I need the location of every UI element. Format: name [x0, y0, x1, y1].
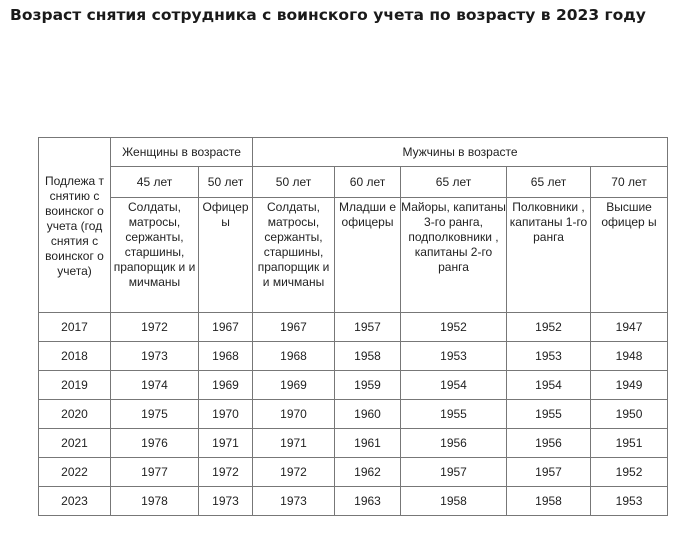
- birth-year-cell: 1957: [335, 313, 401, 342]
- table-row: [39, 400, 668, 429]
- birth-year-cell: 1970: [253, 400, 335, 429]
- birth-year-cell: 1953: [591, 487, 668, 516]
- birth-year-cell: 1968: [253, 342, 335, 371]
- page-title: Возраст снятия сотрудника с воинского учета по возрасту в 2023 году: [10, 6, 646, 24]
- birth-year-cell: 1962: [335, 458, 401, 487]
- birth-year-cell: 1950: [591, 400, 668, 429]
- age-header: 50 лет: [199, 167, 253, 198]
- birth-year-cell: 1953: [507, 342, 591, 371]
- corner-header: Подлежа т снятию с воинског о учета (год снятия с воинског о учета): [39, 138, 111, 313]
- birth-year-cell: 1951: [591, 429, 668, 458]
- year-cell: 2023: [39, 487, 111, 516]
- birth-year-cell: 1949: [591, 371, 668, 400]
- birth-year-cell: 1977: [111, 458, 199, 487]
- year-cell: 2022: [39, 458, 111, 487]
- table-row: [39, 429, 668, 458]
- birth-year-cell: 1957: [401, 458, 507, 487]
- birth-year-cell: 1952: [507, 313, 591, 342]
- category-header-row: [39, 198, 668, 313]
- birth-year-cell: 1948: [591, 342, 668, 371]
- age-header: 50 лет: [253, 167, 335, 198]
- age-table: [38, 137, 668, 516]
- age-header: 45 лет: [111, 167, 199, 198]
- age-header: 65 лет: [507, 167, 591, 198]
- category-header: Высшие офицер ы: [591, 198, 668, 313]
- birth-year-cell: 1973: [253, 487, 335, 516]
- birth-year-cell: 1958: [507, 487, 591, 516]
- birth-year-cell: 1958: [401, 487, 507, 516]
- category-header: Младши е офицеры: [335, 198, 401, 313]
- birth-year-cell: 1952: [401, 313, 507, 342]
- birth-year-cell: 1976: [111, 429, 199, 458]
- birth-year-cell: 1954: [401, 371, 507, 400]
- birth-year-cell: 1971: [253, 429, 335, 458]
- group-header-row: [39, 138, 668, 167]
- birth-year-cell: 1954: [507, 371, 591, 400]
- birth-year-cell: 1960: [335, 400, 401, 429]
- year-cell: 2020: [39, 400, 111, 429]
- age-header: 60 лет: [335, 167, 401, 198]
- birth-year-cell: 1947: [591, 313, 668, 342]
- birth-year-cell: 1971: [199, 429, 253, 458]
- birth-year-cell: 1973: [111, 342, 199, 371]
- birth-year-cell: 1955: [401, 400, 507, 429]
- year-cell: 2017: [39, 313, 111, 342]
- birth-year-cell: 1953: [401, 342, 507, 371]
- table-row: [39, 487, 668, 516]
- category-header: Офицер ы: [199, 198, 253, 313]
- category-header: Майоры, капитаны 3-го ранга, подполковники , капитаны 2-го ранга: [401, 198, 507, 313]
- year-cell: 2018: [39, 342, 111, 371]
- group-header-men: Мужчины в возрасте: [253, 138, 668, 167]
- birth-year-cell: 1978: [111, 487, 199, 516]
- table-row: [39, 313, 668, 342]
- age-header: 70 лет: [591, 167, 668, 198]
- group-header-women: Женщины в возрасте: [111, 138, 253, 167]
- birth-year-cell: 1969: [253, 371, 335, 400]
- birth-year-cell: 1967: [199, 313, 253, 342]
- birth-year-cell: 1972: [111, 313, 199, 342]
- birth-year-cell: 1956: [507, 429, 591, 458]
- category-header: Полковники , капитаны 1-го ранга: [507, 198, 591, 313]
- birth-year-cell: 1974: [111, 371, 199, 400]
- category-header: Солдаты, матросы, сержанты, старшины, прапорщик и и мичманы: [111, 198, 199, 313]
- birth-year-cell: 1973: [199, 487, 253, 516]
- age-header: 65 лет: [401, 167, 507, 198]
- birth-year-cell: 1963: [335, 487, 401, 516]
- birth-year-cell: 1958: [335, 342, 401, 371]
- table-row: [39, 342, 668, 371]
- birth-year-cell: 1959: [335, 371, 401, 400]
- year-cell: 2021: [39, 429, 111, 458]
- table-row: [39, 371, 668, 400]
- category-header: Солдаты, матросы, сержанты, старшины, прапорщик и и мичманы: [253, 198, 335, 313]
- birth-year-cell: 1952: [591, 458, 668, 487]
- birth-year-cell: 1972: [199, 458, 253, 487]
- age-header-row: [39, 167, 668, 198]
- table-row: [39, 458, 668, 487]
- birth-year-cell: 1957: [507, 458, 591, 487]
- birth-year-cell: 1968: [199, 342, 253, 371]
- birth-year-cell: 1969: [199, 371, 253, 400]
- birth-year-cell: 1961: [335, 429, 401, 458]
- birth-year-cell: 1975: [111, 400, 199, 429]
- birth-year-cell: 1970: [199, 400, 253, 429]
- birth-year-cell: 1972: [253, 458, 335, 487]
- birth-year-cell: 1967: [253, 313, 335, 342]
- year-cell: 2019: [39, 371, 111, 400]
- birth-year-cell: 1955: [507, 400, 591, 429]
- birth-year-cell: 1956: [401, 429, 507, 458]
